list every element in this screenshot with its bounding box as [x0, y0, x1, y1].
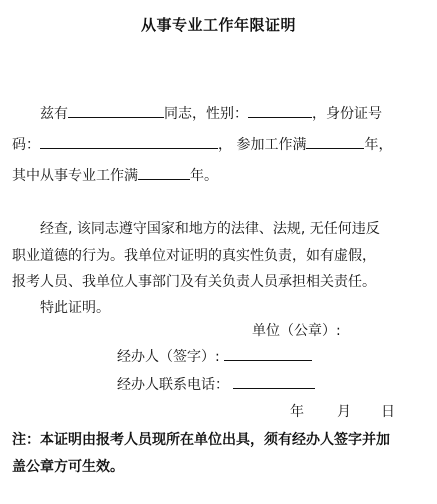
- text-professional-years: 其中从事专业工作满: [12, 168, 138, 184]
- note-line1: 注：本证明由报考人员现所在单位出具，须有经办人签字并加: [12, 432, 390, 448]
- text-id-number: ，身份证号: [312, 106, 382, 122]
- text-zi-you: 兹有: [40, 106, 68, 122]
- para1-line3: [12, 165, 218, 185]
- unit-seal-label: 单位（公章）:: [252, 323, 341, 339]
- text-work-years: ， 参加工作满: [218, 137, 307, 153]
- gender-blank[interactable]: [248, 103, 312, 118]
- para2-line1: 经查, 该同志遵守国家和地方的法律、法规, 无任何违反: [40, 221, 380, 237]
- para2-line3: 报考人员、我单位人事部门及有关负责人员承担相关责任。: [12, 274, 376, 290]
- para2-line4: 特此证明。: [40, 300, 110, 316]
- text-nian: 年，: [364, 137, 393, 153]
- handler-signature-blank[interactable]: [224, 346, 312, 361]
- date-month: 月: [337, 404, 351, 420]
- id-number-blank[interactable]: [40, 134, 218, 149]
- para1-line2: [12, 134, 392, 154]
- work-years-blank[interactable]: [306, 134, 364, 149]
- note-line2: 盖公章方可生效。: [12, 459, 124, 475]
- phone-row: [117, 374, 315, 394]
- text-ma: 码：: [12, 137, 40, 153]
- date-day: 日: [381, 404, 395, 420]
- para2-line2: 职业道德的行为。我单位对证明的真实性负责，如有虚假，: [12, 248, 376, 264]
- handler-label: 经办人（签字）:: [117, 349, 220, 365]
- date-year: 年: [290, 404, 304, 420]
- phone-blank[interactable]: [233, 374, 315, 389]
- document-title: 从事专业工作年限证明: [140, 16, 296, 34]
- handler-row: [117, 346, 312, 366]
- professional-years-blank[interactable]: [138, 165, 190, 180]
- name-blank[interactable]: [68, 103, 164, 118]
- text-tongzhi-xingbie: 同志，性别：: [164, 106, 248, 122]
- text-nian-end: 年。: [190, 168, 218, 184]
- phone-label: 经办人联系电话：: [117, 377, 229, 393]
- para1-line1: [40, 103, 382, 123]
